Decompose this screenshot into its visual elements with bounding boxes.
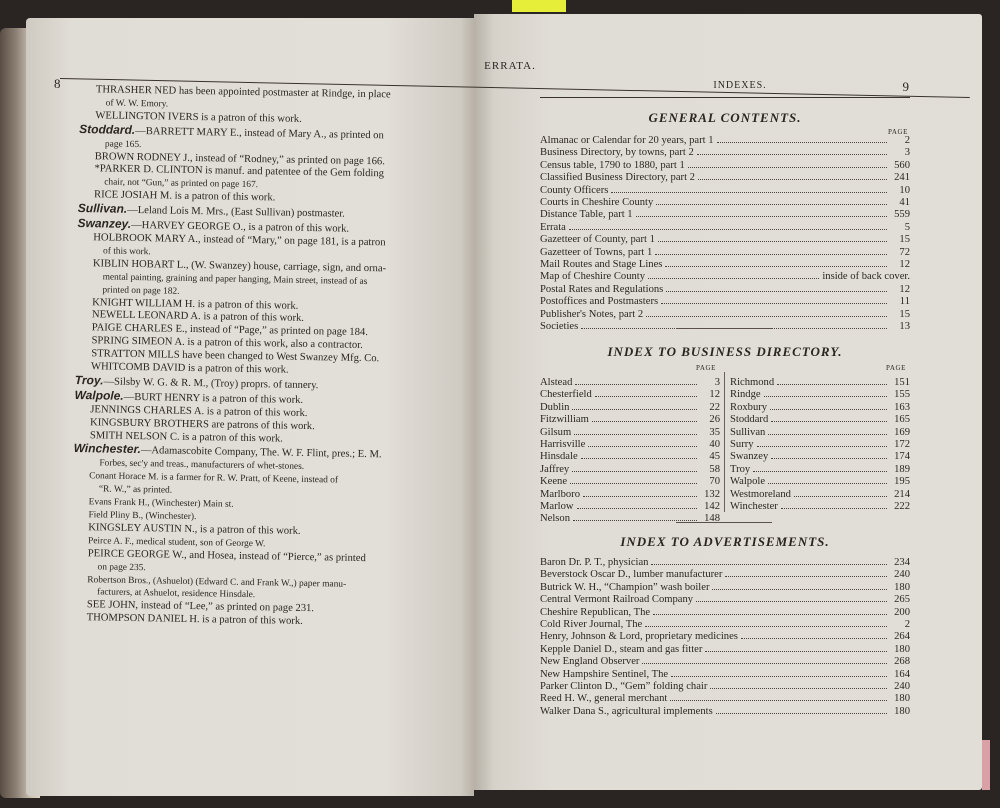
- business-index-entry: [540, 438, 720, 450]
- entry-page-number: 174: [894, 451, 910, 463]
- entry-label: Chesterfield: [540, 389, 592, 401]
- entry-page-number: 265: [894, 594, 910, 606]
- advertisement-entry: [540, 593, 910, 605]
- dot-leader: [781, 500, 887, 509]
- entry-page-number: 268: [894, 656, 910, 668]
- entry-page-number: 72: [899, 246, 910, 258]
- advertisement-entry: [540, 606, 910, 618]
- entry-page-number: 234: [894, 557, 910, 568]
- dot-leader: [716, 705, 887, 714]
- column-divider: [724, 372, 725, 512]
- entry-label: Walpole: [730, 476, 766, 488]
- general-contents-entry: [540, 308, 910, 320]
- entry-page-number: 12: [899, 283, 910, 295]
- errata-text: —BARRETT MARY E., instead of Mary A., as printed on: [135, 125, 384, 142]
- entry-label: Publisher's Notes, part 2: [540, 308, 644, 320]
- entry-label: Census table, 1790 to 1880, part 1: [540, 159, 685, 171]
- entry-label: Beverstock Oscar D., lumber manufacturer: [540, 569, 723, 581]
- advertisement-entry: [540, 680, 910, 692]
- page-edge-stain: [982, 740, 990, 790]
- entry-label: Courts in Cheshire County: [540, 197, 654, 209]
- entry-label: Gazetteer of Towns, part 1: [540, 246, 653, 258]
- entry-label: Surry: [730, 439, 754, 451]
- town-heading: Walpole.: [74, 387, 124, 403]
- general-contents-entry: [540, 221, 910, 233]
- entry-label: Fitzwilliam: [540, 414, 589, 426]
- business-index-entry: [540, 388, 720, 400]
- errata-text: facturers, at Ashuelot, residence Hinsdale.: [97, 587, 256, 601]
- entry-page-number: 3: [904, 147, 910, 159]
- dot-leader: [574, 426, 697, 435]
- errata-text: KINGSBURY BROTHERS are patrons of this work.: [89, 416, 315, 432]
- errata-text: Peirce A. F., medical student, son of George W.: [87, 536, 266, 550]
- advertisement-entry: [540, 630, 910, 642]
- entry-page-number: 559: [894, 209, 910, 221]
- errata-text: SPRING SIMEON A. is a patron of this work, also a contractor.: [91, 335, 363, 352]
- entry-page-number: 10: [899, 184, 910, 196]
- entry-page-number: 180: [894, 643, 910, 655]
- dot-leader: [688, 159, 887, 168]
- entry-page-number: 3: [714, 377, 720, 388]
- errata-list: [71, 84, 440, 631]
- business-index-entry: [730, 376, 910, 388]
- errata-text: HOLBROOK MARY A., instead of “Mary,” on page 181, is a patron: [93, 232, 386, 249]
- advertisement-entry: [540, 668, 910, 680]
- section-divider: [676, 328, 772, 329]
- entry-page-number: 5: [904, 221, 910, 233]
- business-index-page-label-left: PAGE: [696, 364, 717, 372]
- town-heading: Swanzey.: [77, 216, 132, 231]
- business-index-entry: [540, 401, 720, 413]
- right-header-rule: [540, 97, 910, 98]
- business-index-entry: [730, 488, 910, 500]
- entry-label: Keene: [540, 476, 568, 488]
- entry-page-number: 2: [904, 619, 910, 631]
- advertisements-index-title: INDEX TO ADVERTISEMENTS.: [620, 534, 830, 549]
- entry-page-number: 12: [899, 259, 910, 271]
- entry-page-number: 148: [704, 513, 720, 525]
- errata-text: THRASHER NED has been appointed postmaster at Rindge, in place: [95, 84, 391, 101]
- dot-leader: [653, 606, 887, 615]
- entry-page-number: 165: [894, 414, 910, 426]
- dot-leader: [583, 488, 697, 497]
- errata-text: RICE JOSIAH M. is a patron of this work.: [93, 189, 276, 204]
- town-heading: Stoddard.: [79, 121, 136, 137]
- entry-label: Richmond: [730, 377, 775, 388]
- entry-label: Butrick W. H., “Champion” wash boiler: [540, 581, 710, 593]
- dot-leader: [770, 401, 887, 410]
- entry-page-number: 22: [709, 401, 720, 413]
- entry-label: Winchester: [730, 501, 778, 513]
- dot-leader: [666, 283, 887, 292]
- errata-text: —Silsby W. G. & R. M., (Troy) proprs. of tannery.: [103, 376, 319, 392]
- entry-label: Walker Dana S., agricultural implements: [540, 705, 713, 717]
- dot-leader: [651, 556, 887, 565]
- dot-leader: [646, 308, 887, 317]
- section-divider: [676, 522, 772, 523]
- dot-leader: [741, 630, 887, 639]
- errata-text: printed on page 182.: [102, 285, 180, 297]
- entry-label: Postal Rates and Regulations: [540, 283, 664, 295]
- errata-text: Conant Horace M. is a farmer for R. W. Pratt, of Keene, instead of: [89, 471, 339, 486]
- entry-page-number: 241: [894, 172, 910, 184]
- entry-label: Baron Dr. P. T., physician: [540, 557, 649, 568]
- dot-leader: [764, 388, 887, 397]
- dot-leader: [648, 270, 819, 279]
- entry-page-number: 26: [709, 414, 720, 426]
- entry-label: Almanac or Calendar for 20 years, part 1: [540, 135, 714, 146]
- general-contents-title: GENERAL CONTENTS.: [648, 110, 802, 125]
- entry-label: Cold River Journal, The: [540, 619, 643, 631]
- advertisement-entry: [540, 705, 910, 717]
- errata-text: JENNINGS CHARLES A. is a patron of this work.: [90, 403, 308, 419]
- entry-label: Marlow: [540, 501, 574, 513]
- entry-label: Errata: [540, 221, 566, 233]
- dot-leader: [656, 196, 887, 205]
- entry-page-number: 40: [709, 439, 720, 451]
- entry-page-number: 180: [894, 705, 910, 717]
- entry-label: Central Vermont Railroad Company: [540, 594, 694, 606]
- entry-page-number: 222: [894, 501, 910, 513]
- entry-page-number: 240: [894, 681, 910, 693]
- entry-page-number: 180: [894, 693, 910, 705]
- entry-label: Kepple Daniel D., steam and gas fitter: [540, 643, 703, 655]
- advertisement-entry: [540, 568, 910, 580]
- advertisements-list: [540, 556, 910, 717]
- dot-leader: [611, 184, 887, 193]
- entry-label: New England Observer: [540, 656, 640, 668]
- entry-page-number: 15: [899, 234, 910, 246]
- entry-label: Troy: [730, 463, 751, 475]
- dot-leader: [570, 475, 697, 484]
- entry-page-number: 132: [704, 488, 720, 500]
- dot-leader: [572, 463, 697, 472]
- business-index-entry: [730, 413, 910, 425]
- entry-label: Jaffrey: [540, 463, 570, 475]
- entry-label: Henry, Johnson & Lord, proprietary medicines: [540, 631, 738, 643]
- entry-label: Harrisville: [540, 439, 586, 451]
- advertisement-entry: [540, 692, 910, 704]
- entry-page-number: 180: [894, 581, 910, 593]
- business-index-entry: [540, 488, 720, 500]
- errata-text: PAIGE CHARLES E., instead of “Page,” as printed on page 184.: [91, 322, 368, 339]
- dot-leader: [661, 295, 887, 304]
- general-contents-entry: [540, 320, 910, 332]
- entry-label: Westmoreland: [730, 488, 791, 500]
- entry-label: Mail Routes and Stage Lines: [540, 259, 663, 271]
- entry-label: Map of Cheshire County: [540, 271, 646, 283]
- dot-leader: [569, 221, 887, 230]
- entry-page-number: 155: [894, 389, 910, 401]
- dot-leader: [655, 246, 887, 255]
- entry-page-number: 172: [894, 439, 910, 451]
- entry-page-number: 58: [709, 463, 720, 475]
- entry-page-number: 163: [894, 401, 910, 413]
- business-index-entry: [540, 463, 720, 475]
- errata-text: Field Pliny B., (Winchester).: [88, 510, 197, 523]
- entry-label: Sullivan: [730, 426, 766, 438]
- entry-page-number: 560: [894, 159, 910, 171]
- dot-leader: [575, 376, 697, 385]
- errata-text: page 165.: [104, 139, 142, 150]
- errata-text: WHITCOMB DAVID is a patron of this work.: [90, 361, 289, 376]
- dot-leader: [645, 618, 887, 627]
- entry-label: Business Directory, by towns, part 2: [540, 147, 694, 159]
- entry-page-number: 70: [709, 476, 720, 488]
- errata-text: chair, not “Gun,” as printed on page 167.: [104, 177, 259, 191]
- entry-label: Roxbury: [730, 401, 768, 413]
- town-heading: Winchester.: [73, 441, 142, 457]
- dot-leader: [697, 146, 887, 155]
- business-index-entry: [540, 475, 720, 487]
- entry-page-number: 169: [894, 426, 910, 438]
- entry-label: Alstead: [540, 377, 573, 388]
- entry-page-number: 45: [709, 451, 720, 463]
- dot-leader: [771, 413, 887, 422]
- advertisement-entry: [540, 556, 910, 568]
- left-running-title: ERRATA.: [484, 60, 536, 72]
- town-heading: Troy.: [74, 372, 104, 388]
- dot-leader: [642, 655, 887, 664]
- advertisement-entry: [540, 618, 910, 630]
- errata-text: STRATTON MILLS have been changed to West Swanzey Mfg. Co.: [91, 348, 380, 365]
- dot-leader: [581, 450, 697, 459]
- entry-label: Classified Business Directory, part 2: [540, 172, 695, 184]
- bookmark-tab: [512, 0, 566, 12]
- errata-text: BROWN RODNEY J., instead of “Rodney,” as printed on page 166.: [94, 150, 385, 167]
- errata-text: *PARKER D. CLINTON is manuf. and patentee of the Gem folding: [94, 163, 385, 180]
- entry-page-number: 13: [899, 321, 910, 333]
- entry-label: Nelson: [540, 513, 571, 525]
- business-index-entry: [540, 413, 720, 425]
- entry-page-number: inside of back cover.: [822, 271, 910, 283]
- dot-leader: [572, 401, 697, 410]
- entry-label: County Officers: [540, 184, 609, 196]
- business-index-entry: [730, 463, 910, 475]
- errata-text: —Leland Lois M. Mrs., (East Sullivan) postmaster.: [127, 204, 345, 220]
- entry-label: Dublin: [540, 401, 570, 413]
- dot-leader: [577, 500, 697, 509]
- dot-leader: [696, 593, 887, 602]
- errata-text: Robertson Bros., (Ashuelot) (Edward C. and Frank W.,) paper manu-: [87, 574, 347, 590]
- errata-text: of W. W. Emory.: [105, 98, 169, 110]
- entry-page-number: 240: [894, 569, 910, 581]
- business-index-entry: [730, 438, 910, 450]
- business-index-right-column: [730, 376, 910, 512]
- errata-text: SEE JOHN, instead of “Lee,” as printed on page 231.: [86, 599, 315, 615]
- errata-text: of this work.: [102, 246, 151, 258]
- dot-leader: [592, 413, 697, 422]
- entry-page-number: 2: [904, 135, 910, 146]
- advertisement-entry: [540, 643, 910, 655]
- general-contents-entry: [540, 196, 910, 208]
- errata-text: PEIRCE GEORGE W., and Hosea, instead of “Pierce,” as printed: [87, 547, 366, 564]
- dot-leader: [768, 475, 887, 484]
- entry-label: Gazetteer of County, part 1: [540, 234, 655, 246]
- errata-text: THOMPSON DANIEL H. is a patron of this work.: [86, 612, 303, 628]
- errata-text: mental painting, graining and paper hanging, Main street, instead of as: [102, 272, 368, 287]
- business-index-left-column: [540, 376, 720, 525]
- errata-text: SMITH NELSON C. is a patron of this work.: [89, 429, 283, 445]
- general-contents-entry: [540, 184, 910, 196]
- errata-text: —HARVEY GEORGE O., is a patron of this work.: [131, 219, 350, 235]
- errata-text: KIBLIN HOBART L., (W. Swanzey) house, carriage, sign, and orna-: [92, 258, 387, 275]
- general-contents-page-label: PAGE: [888, 128, 909, 136]
- dot-leader: [658, 233, 887, 242]
- entry-label: Marlboro: [540, 488, 581, 500]
- entry-page-number: 151: [894, 377, 910, 388]
- dot-leader: [794, 488, 887, 497]
- dot-leader: [753, 463, 887, 472]
- dot-leader: [573, 512, 697, 521]
- entry-label: Swanzey: [730, 451, 769, 463]
- errata-text: “R. W.,” as printed.: [98, 484, 173, 496]
- advertisement-entry: [540, 655, 910, 667]
- entry-page-number: 12: [709, 389, 720, 401]
- dot-leader: [671, 668, 887, 677]
- entry-label: Distance Table, part 1: [540, 209, 633, 221]
- entry-page-number: 189: [894, 463, 910, 475]
- general-contents-list: [540, 134, 910, 333]
- business-index-entry: [730, 500, 910, 512]
- errata-text: WELLINGTON IVERS is a patron of this work.: [95, 110, 302, 125]
- errata-text: —Adamascobite Company, The. W. F. Flint, pres.; E. M.: [140, 445, 382, 461]
- entry-label: Societies: [540, 321, 579, 333]
- right-page-number: 9: [902, 79, 910, 94]
- dot-leader: [771, 450, 887, 459]
- entry-page-number: 164: [894, 668, 910, 680]
- entry-page-number: 142: [704, 501, 720, 513]
- general-contents-entry: [540, 258, 910, 270]
- town-heading: Sullivan.: [77, 201, 128, 216]
- dot-leader: [777, 376, 887, 385]
- business-index-entry: [540, 376, 720, 388]
- entry-page-number: 41: [899, 197, 910, 209]
- business-index-entry: [540, 450, 720, 462]
- business-index-entry: [540, 500, 720, 512]
- entry-page-number: 200: [894, 606, 910, 618]
- business-index-entry: [730, 450, 910, 462]
- business-index-entry: [540, 512, 720, 524]
- errata-text: KINGSLEY AUSTIN N., is a patron of this work.: [88, 522, 301, 537]
- errata-text: Forbes, sec'y and treas., manufacturers of whet-stones.: [99, 458, 305, 473]
- business-index-entry: [730, 475, 910, 487]
- general-contents-entry: [540, 171, 910, 183]
- errata-text: on page 235.: [97, 562, 146, 573]
- errata-text: KNIGHT WILLIAM H. is a patron of this work.: [92, 296, 299, 312]
- dot-leader: [757, 438, 887, 447]
- right-running-title: INDEXES.: [713, 80, 767, 91]
- dot-leader: [717, 134, 887, 143]
- errata-text: —BURT HENRY is a patron of this work.: [123, 391, 304, 406]
- entry-label: Cheshire Republican, The: [540, 606, 651, 618]
- dot-leader: [670, 692, 887, 701]
- dot-leader: [768, 426, 887, 435]
- dot-leader: [725, 568, 887, 577]
- entry-label: Rindge: [730, 389, 761, 401]
- general-contents-entry: [540, 146, 910, 158]
- errata-text: Evans Frank H., (Winchester) Main st.: [88, 497, 234, 510]
- general-contents-entry: [540, 270, 910, 282]
- entry-label: Postoffices and Postmasters: [540, 296, 659, 308]
- dot-leader: [588, 438, 697, 447]
- entry-page-number: 15: [899, 308, 910, 320]
- entry-label: Parker Clinton D., “Gem” folding chair: [540, 681, 708, 693]
- errata-text: NEWELL LEONARD A. is a patron of this work.: [91, 309, 305, 325]
- entry-page-number: 195: [894, 476, 910, 488]
- entry-label: Hinsdale: [540, 451, 578, 463]
- business-index-title: INDEX TO BUSINESS DIRECTORY.: [607, 344, 843, 359]
- right-page-header: [540, 80, 910, 98]
- dot-leader: [665, 258, 887, 267]
- business-index-entry: [730, 426, 910, 438]
- general-contents-entry: [540, 134, 910, 146]
- entry-label: Gilsum: [540, 426, 572, 438]
- business-index-page-label-right: PAGE: [886, 364, 907, 372]
- entry-page-number: 264: [894, 631, 910, 643]
- advertisement-entry: [540, 581, 910, 593]
- general-contents-entry: [540, 208, 910, 220]
- entry-page-number: 214: [894, 488, 910, 500]
- entry-page-number: 35: [709, 426, 720, 438]
- business-index-entry: [730, 401, 910, 413]
- dot-leader: [712, 581, 887, 590]
- dot-leader: [636, 208, 887, 217]
- general-contents-entry: [540, 246, 910, 258]
- left-page-number: 8: [54, 76, 62, 91]
- dot-leader: [705, 643, 887, 652]
- general-contents-entry: [540, 295, 910, 307]
- business-index-entry: [540, 426, 720, 438]
- entry-label: Reed H. W., general merchant: [540, 693, 668, 705]
- general-contents-entry: [540, 283, 910, 295]
- entry-label: New Hampshire Sentinel, The: [540, 668, 669, 680]
- entry-page-number: 11: [899, 296, 910, 308]
- entry-label: Stoddard: [730, 414, 769, 426]
- business-index-entry: [730, 388, 910, 400]
- dot-leader: [698, 171, 887, 180]
- dot-leader: [595, 388, 697, 397]
- general-contents-entry: [540, 233, 910, 245]
- general-contents-entry: [540, 159, 910, 171]
- dot-leader: [710, 680, 887, 689]
